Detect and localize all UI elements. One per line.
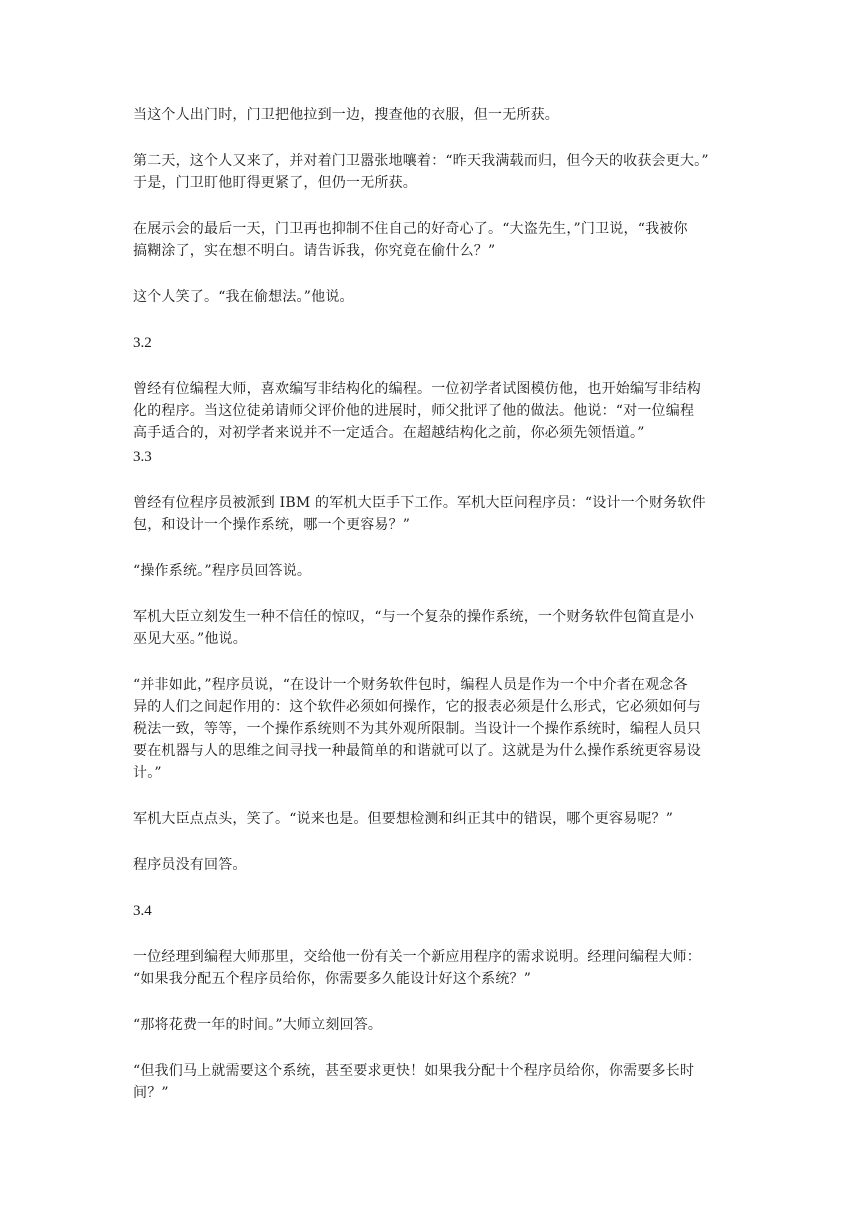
paragraph-gap — [133, 468, 743, 492]
paragraph-gap — [133, 308, 743, 332]
paragraph — [133, 606, 743, 650]
paragraph-gap — [133, 990, 743, 1014]
paragraph — [133, 286, 743, 308]
paragraph-line: 曾经有位编程大师，喜欢编写非结构化的编程。一位初学者试图模仿他，也开始编写非结构 — [133, 381, 701, 397]
paragraph-line: 化的程序。当这位徒弟请师父评价他的进展时，师父批评了他的做法。他说：“对一位编程 — [133, 403, 695, 419]
paragraph-line: “但我们马上就需要这个系统，甚至要求更快！如果我分配十个程序员给你，你需要多长时 — [133, 1063, 695, 1079]
paragraph-line: 曾经有位程序员被派到 IBM 的军机大臣手下工作。军机大臣问程序员：“设计一个财务软件 — [133, 495, 706, 511]
paragraph-line: 搞糊涂了，实在想不明白。请告诉我，你究竟在偷什么？” — [133, 243, 496, 259]
paragraph — [133, 492, 743, 536]
paragraph-line: 程序员没有回答。 — [133, 857, 247, 873]
paragraph — [133, 378, 743, 444]
paragraph-line: “那将花费一年的时间。”大师立刻回答。 — [133, 1017, 383, 1033]
paragraph-gap — [133, 582, 743, 606]
paragraph-line: 税法一致，等等，一个操作系统则不为其外观所限制。当设计一个操作系统时，编程人员只 — [133, 721, 701, 737]
paragraph-line: “如果我分配五个程序员给你，你需要多久能设计好这个系统？” — [133, 971, 532, 987]
paragraph-line: 于是，门卫盯他盯得更紧了，但仍一无所获。 — [133, 175, 417, 191]
paragraph-line: 包，和设计一个操作系统，哪一个更容易？” — [133, 517, 411, 533]
paragraph-line: 计。” — [133, 765, 162, 781]
paragraph — [133, 1014, 743, 1036]
section-heading: 3.2 — [133, 335, 152, 351]
paragraph — [133, 946, 743, 990]
paragraph — [133, 560, 743, 582]
paragraph — [133, 1060, 743, 1104]
paragraph-gap — [133, 262, 743, 286]
paragraph — [133, 854, 743, 876]
paragraph-gap — [133, 126, 743, 150]
paragraph-line: 高手适合的，对初学者来说并不一定适合。在超越结构化之前，你必须先领悟道。” — [133, 425, 645, 441]
paragraph-line: 在展示会的最后一天，门卫再也抑制不住自己的好奇心了。“大盗先生，”门卫说，“我被你 — [133, 221, 688, 237]
paragraph-gap — [133, 194, 743, 218]
paragraph — [133, 674, 743, 784]
document-page — [133, 104, 743, 1104]
paragraph — [133, 808, 743, 830]
paragraph-line: 要在机器与人的思维之间寻找一种最简单的和谐就可以了。这就是为什么操作系统更容易设 — [133, 743, 701, 759]
paragraph-line: 军机大臣立刻发生一种不信任的惊叹，“与一个复杂的操作系统，一个财务软件包简直是小 — [133, 609, 695, 625]
paragraph-line: 当这个人出门时，门卫把他拉到一边，搜查他的衣服，但一无所获。 — [133, 107, 559, 123]
paragraph — [133, 104, 743, 126]
paragraph-line: 异的人们之间起作用的：这个软件必须如何操作，它的报表必须是什么形式，它必须如何与 — [133, 699, 701, 715]
paragraph — [133, 150, 743, 194]
paragraph-line: 巫见大巫。”他说。 — [133, 631, 247, 647]
paragraph-line: “操作系统。”程序员回答说。 — [133, 563, 312, 579]
paragraph-gap — [133, 650, 743, 674]
paragraph-gap — [133, 1036, 743, 1060]
paragraph-gap — [133, 922, 743, 946]
paragraph-line: 第二天，这个人又来了，并对着门卫嚣张地嚷着：“昨天我满载而归，但今天的收获会更大。” — [133, 153, 709, 169]
section-heading: 3.4 — [133, 903, 152, 919]
paragraph-gap — [133, 784, 743, 808]
paragraph-gap — [133, 536, 743, 560]
paragraph-gap — [133, 830, 743, 854]
paragraph-gap — [133, 354, 743, 378]
paragraph-line: 这个人笑了。“我在偷想法。”他说。 — [133, 289, 354, 305]
paragraph-line: 一位经理到编程大师那里，交给他一份有关一个新应用程序的需求说明。经理问编程大师： — [133, 949, 701, 965]
paragraph-line: “并非如此，”程序员说，“在设计一个财务软件包时，编程人员是作为一个中介者在观念各 — [133, 677, 688, 693]
paragraph-line: 军机大臣点点头，笑了。“说来也是。但要想检测和纠正其中的错误，哪个更容易呢？” — [133, 811, 674, 827]
paragraph-gap — [133, 876, 743, 900]
paragraph-line: 间？” — [133, 1085, 169, 1101]
section-heading: 3.3 — [133, 449, 152, 465]
paragraph — [133, 218, 743, 262]
